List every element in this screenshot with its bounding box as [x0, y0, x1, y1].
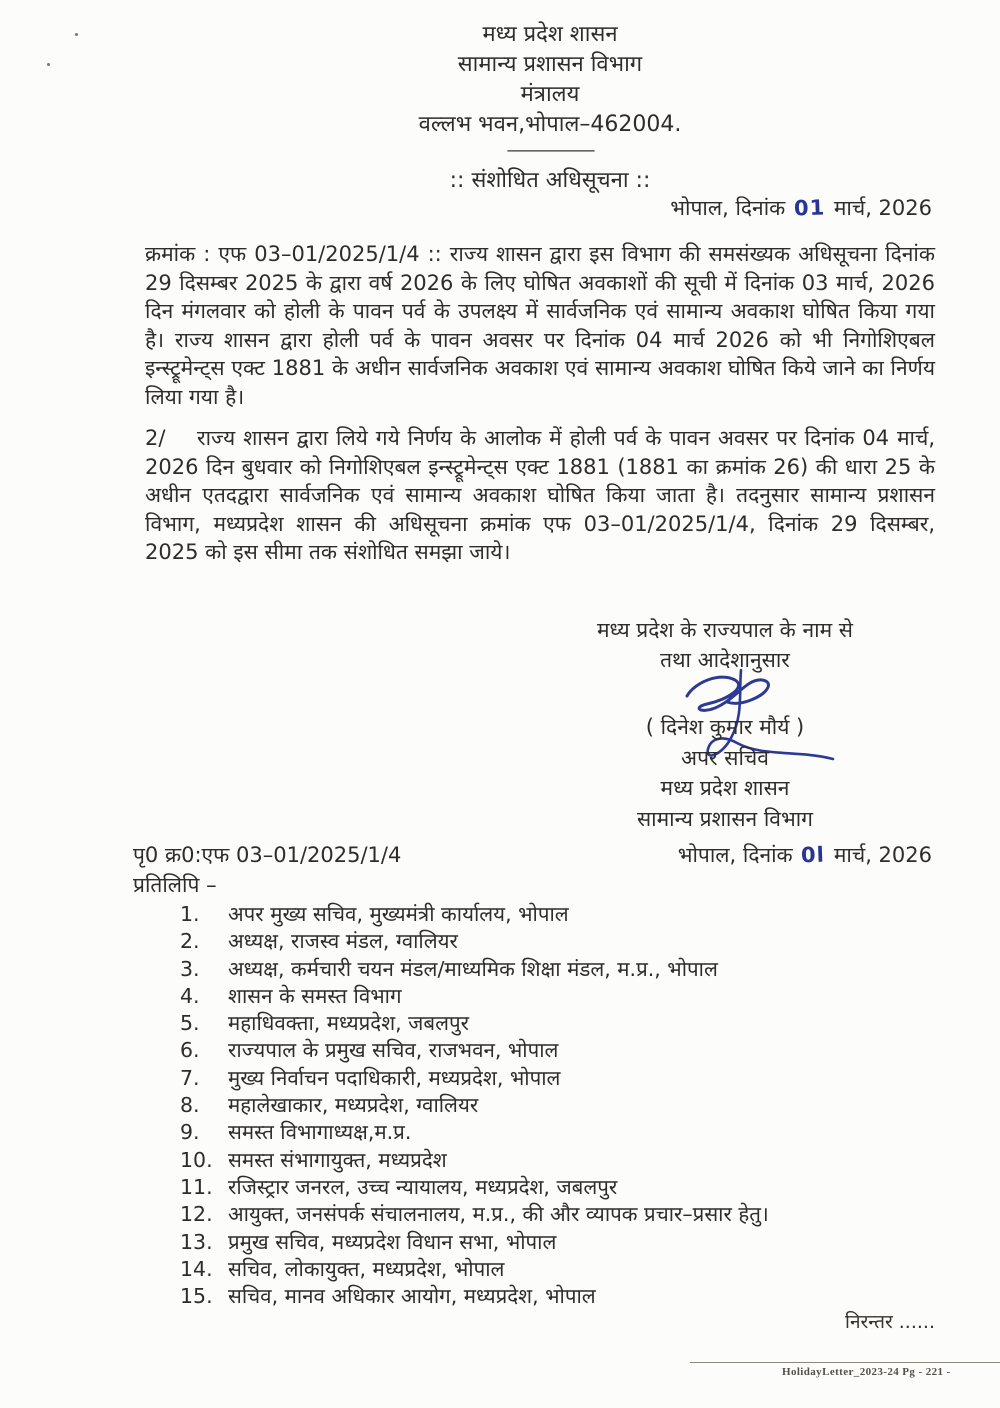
copy-item-number: 6.	[180, 1038, 200, 1063]
copy-list-item	[180, 1147, 970, 1174]
footer-pagination: HolidayLetter_2023-24 Pg - 221 -	[782, 1366, 951, 1378]
copy-item-text: अपर मुख्य सचिव, मुख्यमंत्री कार्यालय, भोपाल	[228, 902, 569, 926]
copy-to-label: प्रतिलिपि –	[133, 873, 217, 897]
copy-list-item	[180, 901, 970, 928]
separator-dashes: —————–	[506, 140, 594, 161]
copy-list-item	[180, 1283, 970, 1310]
paragraph-2: 2/ राज्य शासन द्वारा लिये गये निर्णय के आलोक में होली पर्व के पावन अवसर पर दिनांक 04 मार्च, 2026 दिन बुधवार को निगोशिएबल इन्स्ट्रूमेन्ट्स एक्ट 1881 (1881 का क्रमांक 26) की धारा 25 के अधीन एतदद्वारा सार्वजनिक एवं सामान्य अवकाश घोषित किया जाता है। तदनुसार सामान्य प्रशासन विभाग, मध्यप्रदेश शासन की अधिसूचना क्रमांक एफ 03–01/2025/1/4, दिनांक 29 दिसम्बर, 2025 को इस सीमा तक संशोधित समझा जाये।	[145, 426, 935, 565]
copy-item-text: महाधिवक्ता, मध्यप्रदेश, जबलपुर	[228, 1011, 470, 1036]
copy-item-text: राज्यपाल के प्रमुख सचिव, राजभवन, भोपाल	[228, 1038, 559, 1063]
copy-item-text: सचिव, लोकायुक्त, मध्यप्रदेश, भोपाल	[228, 1256, 505, 1281]
dateline-top	[670, 194, 932, 222]
copy-list	[180, 901, 970, 1310]
copy-item-text: सचिव, मानव अधिकार आयोग, मध्यप्रदेश, भोपाल	[228, 1284, 596, 1309]
copy-list-item	[180, 1256, 970, 1283]
dateline-endorsement-suffix: मार्च, 2026	[827, 843, 932, 867]
dateline-endorsement-prefix: भोपाल, दिनांक	[677, 843, 800, 867]
letterhead-government: मध्य प्रदेश शासन	[482, 22, 618, 47]
copy-list-item	[180, 1092, 970, 1119]
letterhead-ministry: मंत्रालय	[520, 82, 580, 107]
letterhead-address: वल्लभ भवन,भोपाल–462004.	[418, 112, 682, 137]
copy-item-number: 7.	[180, 1065, 200, 1090]
copy-item-number: 11.	[180, 1174, 213, 1199]
copy-item-number: 13.	[180, 1229, 213, 1254]
copy-item-number: 9.	[180, 1120, 200, 1145]
copy-item-text: अध्यक्ष, कर्मचारी चयन मंडल/माध्यमिक शिक्षा मंडल, म.प्र., भोपाल	[228, 956, 718, 981]
copy-item-number: 8.	[180, 1093, 200, 1118]
dateline-endorsement	[678, 841, 932, 869]
copy-item-number: 5.	[180, 1011, 200, 1036]
copy-item-number: 4.	[180, 983, 200, 1008]
copy-list-item	[180, 1174, 970, 1201]
copy-list-item	[180, 928, 970, 955]
subject-line: :: संशोधित अधिसूचना ::	[449, 168, 651, 193]
signatory-block	[560, 712, 890, 834]
copy-item-text: शासन के समस्त विभाग	[228, 983, 402, 1008]
letterhead-department: सामान्य प्रशासन विभाग	[457, 52, 643, 77]
copy-item-text: समस्त विभागाध्यक्ष,म.प्र.	[228, 1120, 412, 1145]
copy-item-number: 1.	[180, 902, 200, 926]
endorsement-reference: पृ0 क्र0:एफ 03–01/2025/1/4	[133, 843, 402, 867]
copy-item-text: समस्त संभागायुक्त, मध्यप्रदेश	[228, 1147, 447, 1172]
copy-item-text: अध्यक्ष, राजस्व मंडल, ग्वालियर	[228, 929, 458, 954]
copy-item-number: 14.	[180, 1256, 213, 1281]
continued-marker: निरन्तर ......	[845, 1311, 935, 1333]
authority-line-2: तथा आदेशानुसार	[660, 648, 790, 672]
signatory-org-department: सामान्य प्रशासन विभाग	[636, 806, 814, 831]
signatory-name: ( दिनेश कुमार मौर्य )	[645, 715, 805, 739]
copy-item-number: 12.	[180, 1202, 213, 1227]
copy-item-text: आयुक्त, जनसंपर्क संचालनालय, म.प्र., की और व्यापक प्रचार–प्रसार हेतु।	[228, 1202, 769, 1227]
copy-list-item	[180, 1201, 970, 1228]
signatory-org-government: मध्य प्रदेश शासन	[660, 776, 790, 800]
handwritten-day-top: 01	[793, 195, 826, 221]
scan-speck	[47, 63, 50, 66]
copy-item-text: मुख्य निर्वाचन पदाधिकारी, मध्यप्रदेश, भोपाल	[228, 1065, 561, 1090]
dateline-top-suffix: मार्च, 2026	[827, 196, 932, 220]
copy-item-number: 10.	[180, 1147, 213, 1172]
signatory-designation: अपर सचिव	[681, 745, 769, 770]
copy-item-number: 15.	[180, 1284, 213, 1309]
copy-item-text: रजिस्ट्रार जनरल, उच्च न्यायालय, मध्यप्रदेश, जबलपुर	[228, 1174, 618, 1199]
copy-list-item	[180, 1065, 970, 1092]
copy-list-item	[180, 956, 970, 983]
letterhead	[160, 20, 940, 194]
copy-item-number: 2.	[180, 929, 200, 954]
handwritten-day-endorsement: 0l	[800, 842, 826, 868]
scan-speck	[75, 33, 78, 36]
copy-item-number: 3.	[180, 956, 200, 981]
copy-item-text: प्रमुख सचिव, मध्यप्रदेश विधान सभा, भोपाल	[228, 1229, 557, 1254]
dateline-top-prefix: भोपाल, दिनांक	[670, 196, 792, 220]
copy-list-item	[180, 983, 970, 1010]
authority-line-1: मध्य प्रदेश के राज्यपाल के नाम से	[597, 618, 853, 642]
authority-block	[555, 615, 895, 675]
copy-item-text: महालेखाकार, मध्यप्रदेश, ग्वालियर	[228, 1093, 479, 1118]
footer-rule	[690, 1362, 1000, 1363]
copy-list-item	[180, 1037, 970, 1064]
copy-list-item	[180, 1229, 970, 1256]
paragraph-1: क्रमांक : एफ 03–01/2025/1/4 :: राज्य शासन द्वारा इस विभाग की समसंख्यक अधिसूचना दिनांक 29 दिसम्बर 2025 के द्वारा वर्ष 2026 के लिए घोषित अवकाशों की सूची में दिनांक 03 मार्च, 2026 दिन मंगलवार को होली के पावन पर्व के उपलक्ष्य में सार्वजनिक एवं सामान्य अवकाश घोषित किया गया है। राज्य शासन द्वारा होली पर्व के पावन अवसर पर दिनांक 04 मार्च 2026 को भी निगोशिएबल इन्स्ट्रूमेन्ट्स एक्ट 1881 के अधीन सार्वजनिक अवकाश एवं सामान्य अवकाश घोषित किये जाने का निर्णय लिया गया है।	[145, 242, 935, 409]
copy-list-item	[180, 1119, 970, 1146]
copy-list-item	[180, 1010, 970, 1037]
